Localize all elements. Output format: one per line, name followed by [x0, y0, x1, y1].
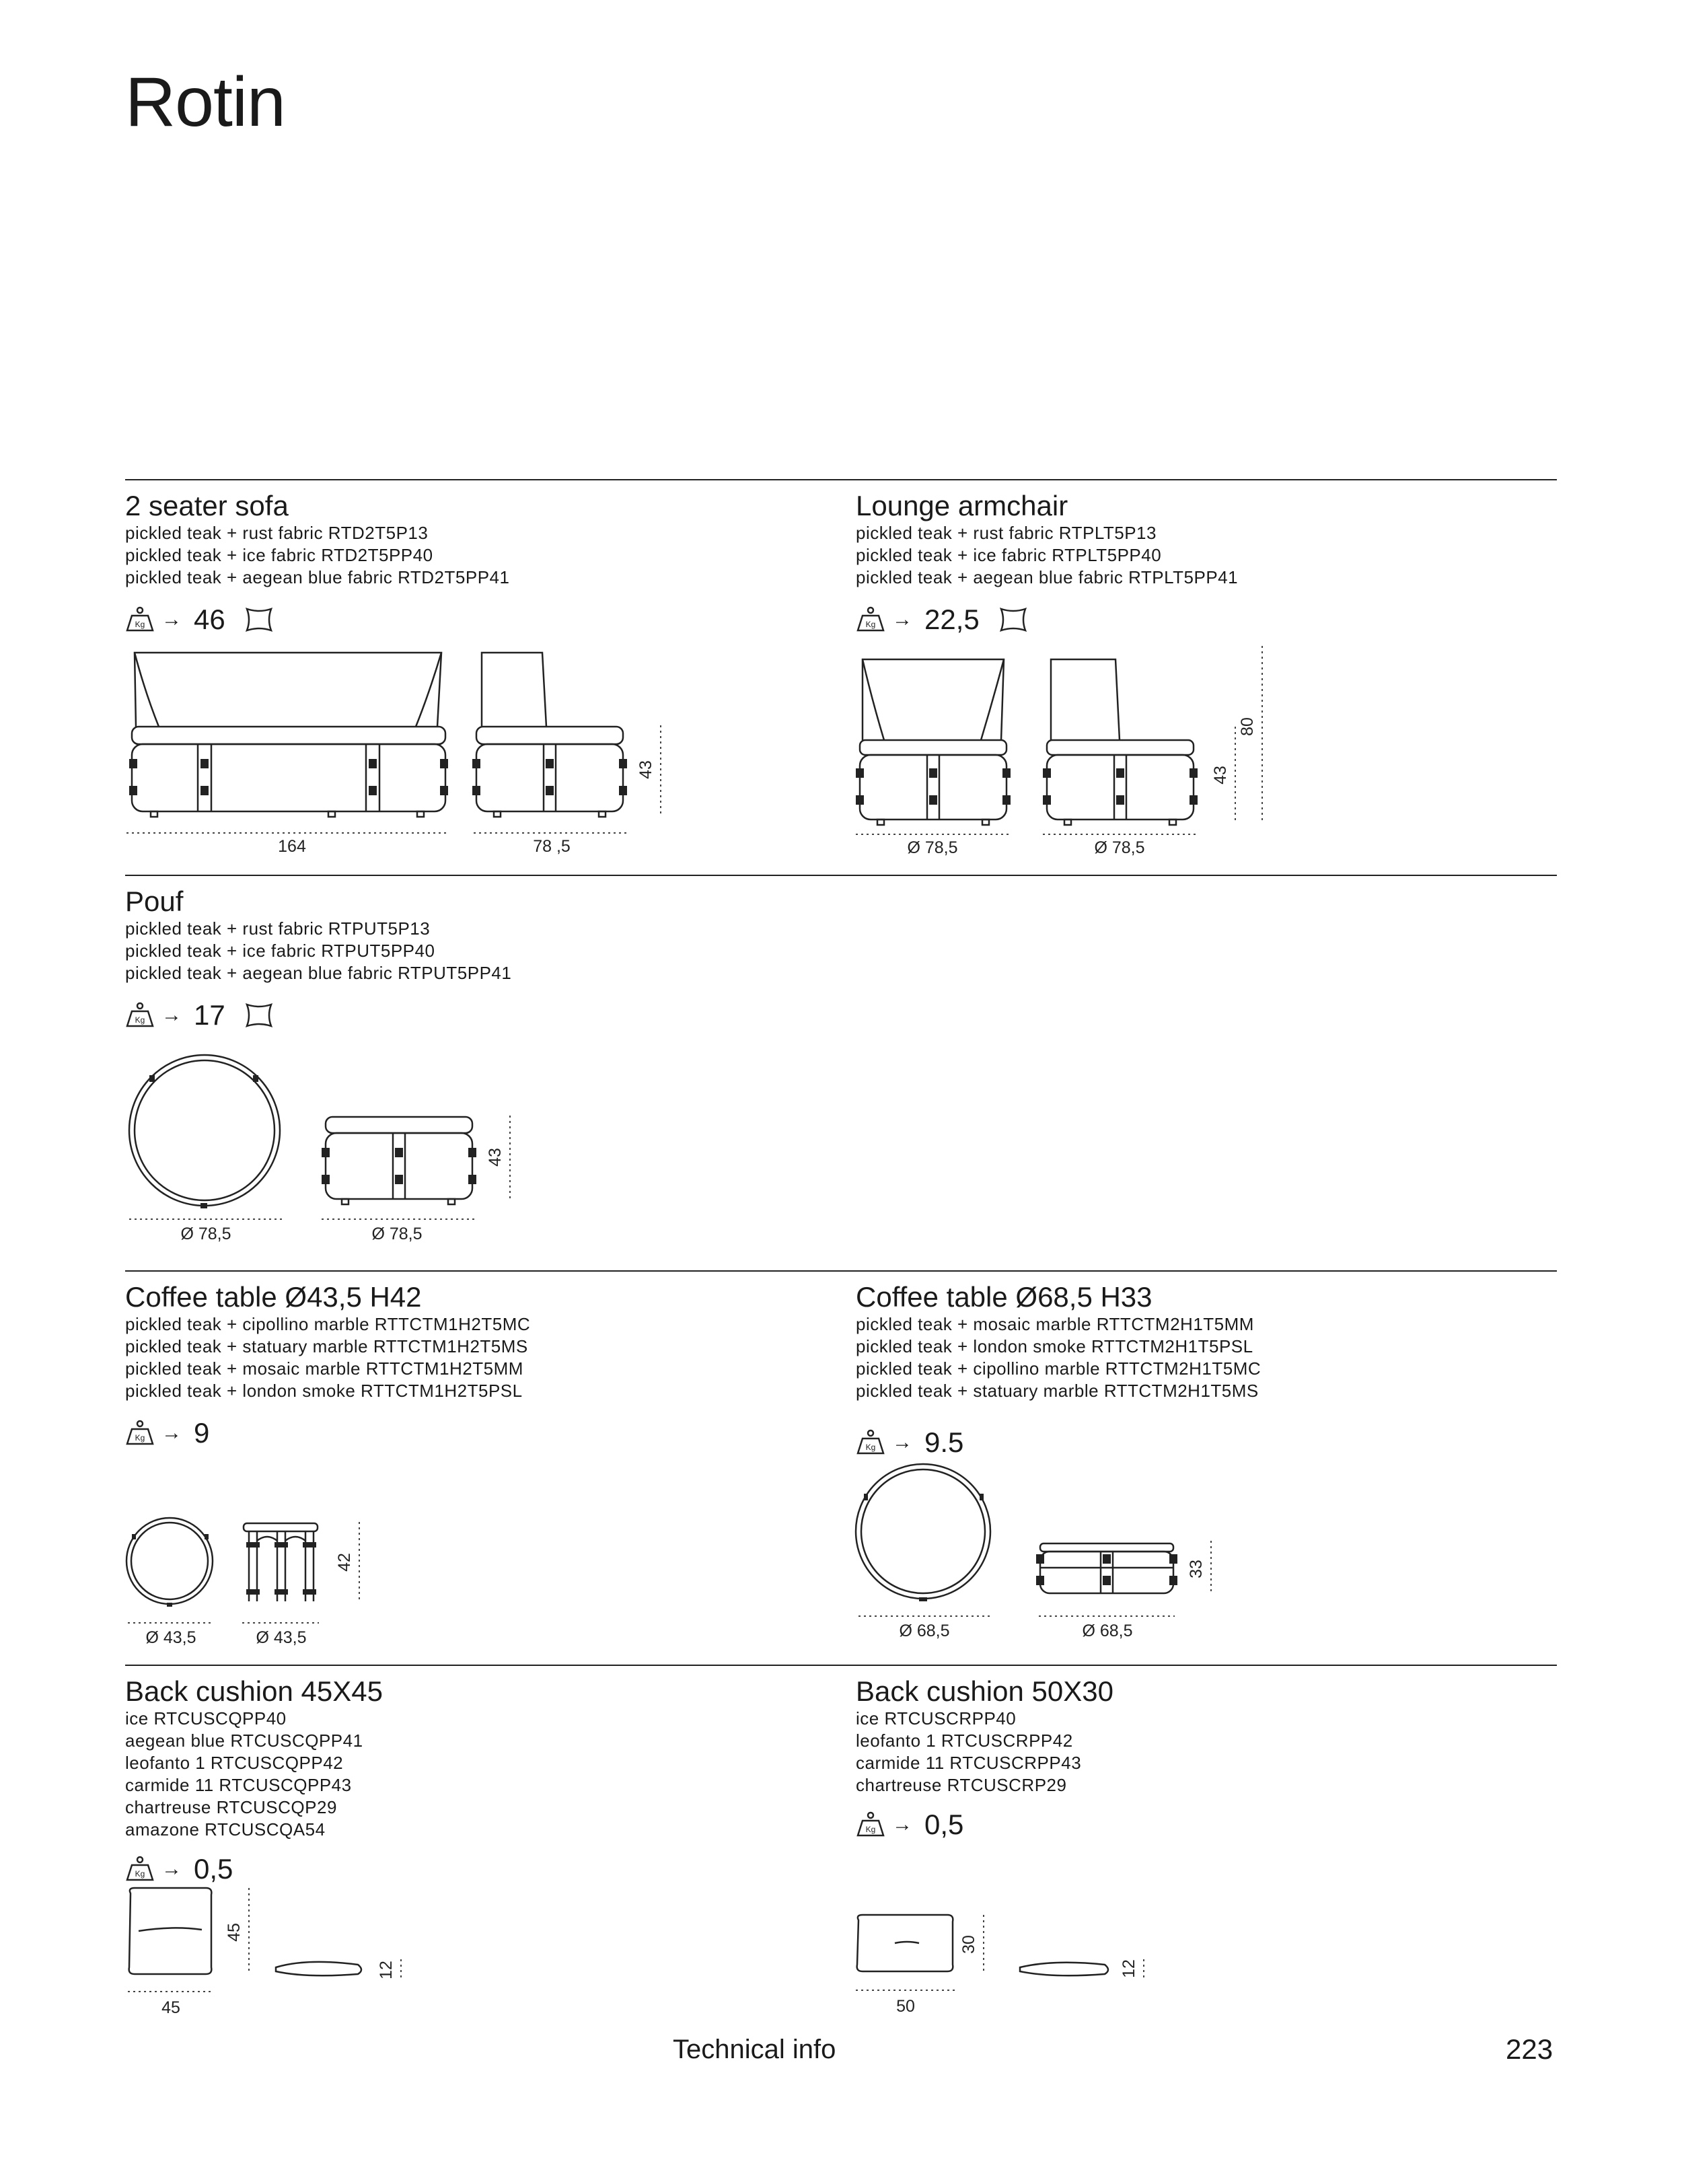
weight-value: 46 — [194, 604, 225, 635]
cushion50-width-label: 50 — [896, 1997, 915, 2016]
cushion50-thickness-label: 12 — [1120, 1959, 1138, 1978]
variant-line: pickled teak + mosaic marble RTTCTM2H1T5MM — [856, 1314, 1254, 1334]
variant-line: ice RTCUSCQPP40 — [125, 1708, 287, 1728]
sofa-depth-label: 78 ,5 — [533, 837, 571, 856]
armchair-drawing — [852, 639, 1296, 861]
kg-weight-icon — [856, 1429, 885, 1456]
variant-line: pickled teak + statuary marble RTTCTM1H2T5MS — [125, 1336, 528, 1356]
weight-value: 22,5 — [924, 604, 980, 635]
coffee-large-top-label: Ø 68,5 — [899, 1622, 950, 1640]
variant-line: carmide 11 RTCUSCRPP43 — [856, 1753, 1082, 1773]
arrow-icon: → — [892, 1431, 912, 1453]
pouf-drawing — [125, 1050, 542, 1258]
variant-line: leofanto 1 RTCUSCQPP42 — [125, 1753, 344, 1773]
variant-list — [125, 522, 811, 589]
arrow-icon: → — [892, 1813, 912, 1835]
arrow-icon: → — [161, 1858, 182, 1880]
coffee-table-small-drawing — [125, 1507, 394, 1655]
variant-line: amazone RTCUSCQA54 — [125, 1819, 326, 1840]
variant-line: carmide 11 RTCUSCQPP43 — [125, 1775, 352, 1795]
cushion45-drawing — [125, 1884, 421, 2018]
weight-row — [856, 598, 1542, 641]
sofa-width-label: 164 — [278, 837, 306, 856]
weight-row — [856, 1421, 1542, 1464]
sofa-drawing — [125, 646, 677, 861]
section-lounge-armchair — [856, 490, 1542, 641]
cushion45-thickness-label: 12 — [377, 1961, 396, 1979]
section-back-cushion-50 — [856, 1675, 1542, 1846]
variant-line: pickled teak + ice fabric RTD2T5PP40 — [125, 545, 433, 565]
cushion-icon — [997, 605, 1029, 634]
weight-row — [125, 598, 811, 641]
section-divider — [125, 1270, 1557, 1272]
variant-line: pickled teak + ice fabric RTPLT5PP40 — [856, 545, 1162, 565]
section-back-cushion-45 — [125, 1675, 811, 1891]
variant-line: chartreuse RTCUSCRP29 — [856, 1775, 1067, 1795]
cushion50-height-label: 30 — [959, 1935, 978, 1954]
variant-list — [856, 1708, 1542, 1796]
arrow-icon: → — [161, 608, 182, 630]
section-title: Coffee table Ø43,5 H42 — [125, 1281, 422, 1313]
armchair-width-label: Ø 78,5 — [907, 838, 958, 857]
kg-weight-icon — [125, 1002, 155, 1029]
variant-line: aegean blue RTCUSCQPP41 — [125, 1731, 363, 1751]
variant-list — [125, 1313, 811, 1402]
section-coffee-table-large — [856, 1281, 1542, 1464]
variant-line: pickled teak + rust fabric RTPLT5P13 — [856, 523, 1157, 543]
variant-line: leofanto 1 RTCUSCRPP42 — [856, 1731, 1073, 1751]
weight-value: 17 — [194, 999, 225, 1031]
cushion50-drawing — [852, 1911, 1168, 2025]
variant-line: chartreuse RTCUSCQP29 — [125, 1797, 337, 1817]
section-title: Lounge armchair — [856, 490, 1068, 521]
variant-line: pickled teak + rust fabric RTD2T5P13 — [125, 523, 429, 543]
variant-line: pickled teak + london smoke RTTCTM2H1T5PSL — [856, 1336, 1253, 1356]
variant-line: pickled teak + statuary marble RTTCTM2H1T5MS — [856, 1381, 1259, 1401]
section-title: 2 seater sofa — [125, 490, 289, 521]
weight-row — [125, 994, 811, 1037]
variant-list — [125, 1708, 811, 1841]
cushion-icon — [243, 1000, 275, 1030]
variant-line: pickled teak + cipollino marble RTTCTM2H1T5MC — [856, 1358, 1262, 1379]
coffee-small-top-label: Ø 43,5 — [145, 1628, 196, 1647]
section-title: Back cushion 45X45 — [125, 1675, 383, 1707]
variant-line: pickled teak + rust fabric RTPUT5P13 — [125, 918, 431, 939]
cushion45-height-label: 45 — [225, 1923, 244, 1942]
section-2-seater-sofa — [125, 490, 811, 641]
cushion45-width-label: 45 — [161, 1998, 180, 2017]
kg-weight-icon — [125, 1420, 155, 1447]
page-number: 223 — [1506, 2033, 1553, 2065]
variant-list — [856, 1313, 1542, 1402]
weight-row — [125, 1412, 811, 1455]
arrow-icon: → — [161, 1004, 182, 1026]
arrow-icon: → — [892, 608, 912, 630]
footer-label: Technical info — [673, 2035, 836, 2064]
section-divider — [125, 1665, 1557, 1666]
variant-line: pickled teak + london smoke RTTCTM1H2T5PSL — [125, 1381, 523, 1401]
variant-line: pickled teak + aegean blue fabric RTPUT5PP41 — [125, 963, 512, 983]
arrow-icon: → — [161, 1422, 182, 1444]
variant-line: pickled teak + mosaic marble RTTCTM1H2T5MM — [125, 1358, 523, 1379]
variant-line: pickled teak + ice fabric RTPUT5PP40 — [125, 941, 435, 961]
kg-weight-icon — [125, 1856, 155, 1883]
variant-line: ice RTCUSCRPP40 — [856, 1708, 1017, 1728]
weight-row — [856, 1803, 1542, 1846]
armchair-depth-label: Ø 78,5 — [1094, 838, 1145, 857]
weight-value: 9.5 — [924, 1426, 964, 1458]
section-divider — [125, 875, 1557, 876]
variant-line: pickled teak + aegean blue fabric RTPLT5PP41 — [856, 567, 1239, 587]
kg-weight-icon — [125, 606, 155, 633]
coffee-large-height-label: 33 — [1187, 1560, 1206, 1578]
sofa-height-label: 43 — [636, 760, 655, 779]
armchair-height-label: 80 — [1238, 717, 1257, 736]
variant-line: pickled teak + cipollino marble RTTCTM1H2T5MC — [125, 1314, 531, 1334]
page-title: Rotin — [125, 63, 285, 141]
coffee-table-large-drawing — [852, 1460, 1229, 1648]
section-title: Pouf — [125, 885, 184, 917]
cushion-icon — [243, 605, 275, 634]
pouf-height-label: 43 — [486, 1148, 505, 1167]
section-title: Coffee table Ø68,5 H33 — [856, 1281, 1153, 1313]
coffee-large-side-label: Ø 68,5 — [1082, 1622, 1133, 1640]
variant-list — [856, 522, 1542, 589]
section-coffee-table-small — [125, 1281, 811, 1455]
section-divider — [125, 479, 1557, 480]
section-title: Back cushion 50X30 — [856, 1675, 1113, 1707]
kg-weight-icon — [856, 1811, 885, 1838]
kg-weight-icon — [856, 606, 885, 633]
weight-value: 0,5 — [194, 1853, 233, 1885]
weight-value: 0,5 — [924, 1809, 964, 1840]
variant-list — [125, 918, 811, 984]
coffee-small-height-label: 42 — [335, 1553, 354, 1572]
armchair-seat-height-label: 43 — [1211, 766, 1230, 785]
pouf-side-label: Ø 78,5 — [371, 1225, 423, 1243]
weight-value: 9 — [194, 1417, 210, 1449]
coffee-small-side-label: Ø 43,5 — [256, 1628, 307, 1647]
pouf-top-label: Ø 78,5 — [180, 1225, 231, 1243]
section-pouf — [125, 885, 811, 1037]
variant-line: pickled teak + aegean blue fabric RTD2T5PP41 — [125, 567, 510, 587]
